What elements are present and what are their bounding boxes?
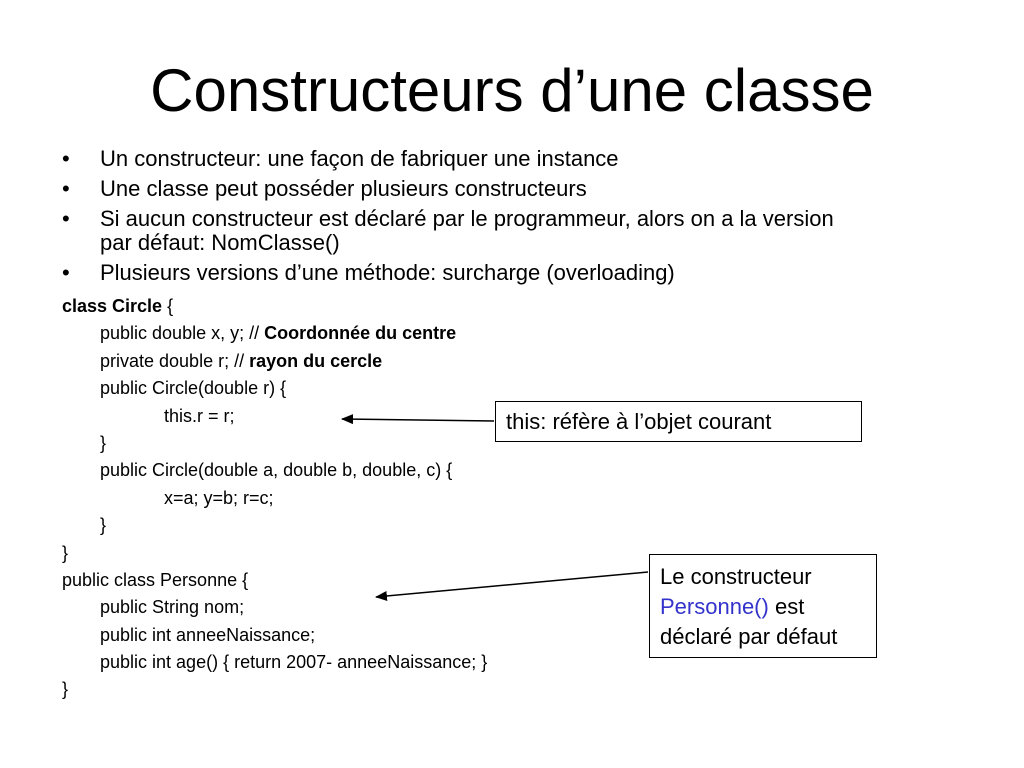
callout-text: déclaré par défaut: [660, 624, 838, 649]
bullet-mark: •: [62, 146, 70, 171]
bullet-mark: •: [62, 260, 70, 285]
bullet-text-line: Si aucun constructeur est déclaré par le programmeur, alors on a la version: [100, 206, 834, 231]
code-line: this.r = r;: [164, 405, 235, 426]
code-line: }: [100, 432, 107, 453]
bullet-mark: •: [62, 176, 70, 201]
code-line: [62, 348, 662, 375]
bullet-text: Une classe peut posséder plusieurs constructeurs: [100, 176, 587, 201]
bullet-mark: •: [62, 206, 70, 231]
callout-default-constructor: [649, 554, 877, 658]
callout-this: [495, 401, 862, 442]
code-line: public Circle(double a, double b, double, c) {: [100, 460, 453, 481]
bullet-text-line: par défaut: NomClasse(): [100, 230, 340, 255]
code-comment-bold: Coordonnée du centre: [264, 323, 457, 344]
code-text: private double r; //: [100, 350, 250, 371]
slide-title: Constructeurs d’une classe: [150, 57, 874, 124]
code-line: x=a; y=b; r=c;: [164, 487, 274, 508]
code-line: public class Personne {: [62, 569, 249, 590]
bullet-item: [62, 177, 982, 201]
code-line: [62, 293, 662, 320]
code-keyword: class Circle: [62, 296, 163, 316]
code-comment-bold: rayon du cercle: [249, 350, 383, 371]
code-listing: [62, 293, 662, 704]
bullet-text: Un constructeur: une façon de fabriquer une instance: [100, 146, 619, 171]
code-line: }: [62, 679, 69, 700]
bullet-item: [62, 207, 982, 255]
code-line: public int age() { return 2007- anneeNaissance; }: [100, 652, 488, 673]
callout-text: Le constructeur: [660, 564, 812, 589]
callout-this-text: this: réfère à l’objet courant: [506, 409, 772, 434]
code-text: {: [162, 296, 174, 316]
bullet-list: [62, 147, 982, 291]
code-line: [62, 320, 662, 347]
code-line: public String nom;: [100, 597, 245, 618]
callout-constructor-name: Personne(): [660, 594, 769, 619]
bullet-item: [62, 261, 982, 285]
bullet-item: [62, 147, 982, 171]
code-line: public int anneeNaissance;: [100, 624, 316, 645]
code-line: }: [62, 542, 69, 563]
bullet-text: Plusieurs versions d’une méthode: surcharge (overloading): [100, 260, 675, 285]
code-line: public Circle(double r) {: [100, 378, 287, 399]
code-text: public double x, y; //: [100, 323, 265, 344]
code-line: }: [100, 515, 107, 536]
callout-text: est: [768, 594, 805, 619]
